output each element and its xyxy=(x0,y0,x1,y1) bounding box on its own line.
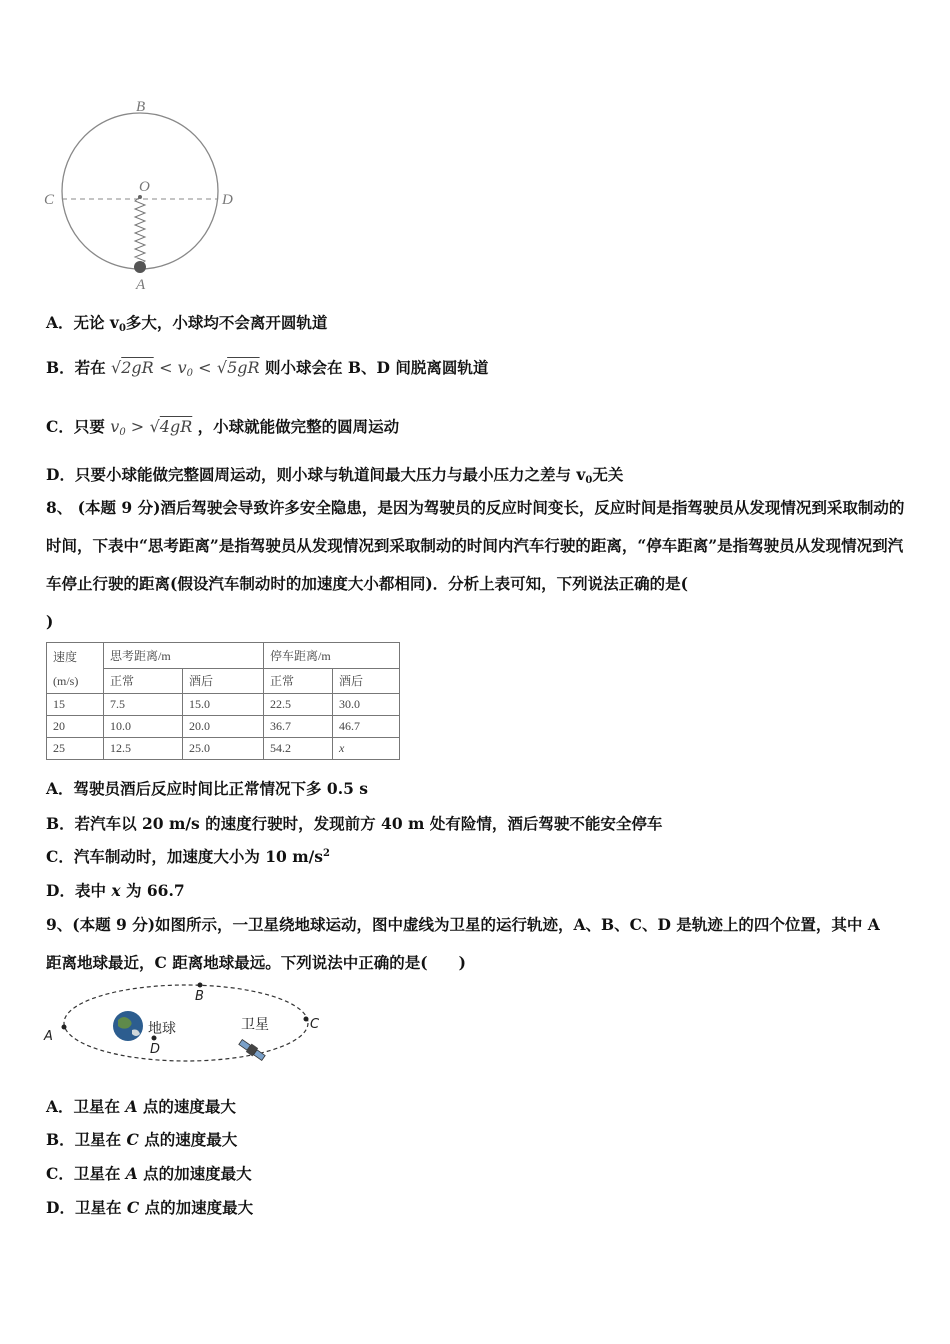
label-d: D xyxy=(222,192,233,208)
th-sub: 正常 xyxy=(264,668,333,694)
label-a: A xyxy=(136,277,146,293)
q8-option-c: C．汽车制动时，加速度大小为 10 $m/s^2$ xyxy=(46,847,330,866)
label-c: C xyxy=(44,192,55,208)
th-unit: (m/s) xyxy=(53,674,79,688)
point-a xyxy=(62,1025,67,1030)
q8-option-d: D．表中 x 为 66.7 xyxy=(46,881,185,900)
q8-stem: 8、 (本题 9 分)酒后驾驶会导致许多安全隐患，是因为驾驶员的反应时间变长，反应时间是指驾驶员从发现情况到采取制动的时间，下表中“思考距离”是指驾驶员从发现情况到采取制动的时间内汽车行驶的距离，“停车距离”是指驾驶员从发现情况到汽车停止行驶的距离(假设汽车制动时的加速度大小都相同)．分析上表可知，下列说法正确的是( ) xyxy=(46,498,905,631)
spring xyxy=(135,197,145,265)
th-speed: 速度 xyxy=(53,650,78,664)
circular-track-figure xyxy=(40,95,250,295)
q7-option-c: C．只要 $v_0 > √4gR$ ，小球就能做完整的圆周运动 xyxy=(46,417,400,438)
th-sub: 正常 xyxy=(104,668,183,694)
satellite-icon xyxy=(238,1038,267,1062)
earth-label: 地球 xyxy=(148,1021,176,1037)
label-o: O xyxy=(139,179,150,195)
earth-icon xyxy=(113,1011,143,1041)
table-row: 25 12.5 25.0 54.2 x xyxy=(47,738,400,760)
orbit-path xyxy=(64,985,308,1061)
q7-option-b: B．若在 $√2gR < v_0 < √5gR$ 则小球会在 B、D 间脱离圆轨道 xyxy=(46,358,489,379)
label-b: B xyxy=(136,99,146,115)
sqrt-5gr: √5gR xyxy=(216,358,260,377)
th-stop: 停车距离/m xyxy=(264,643,400,669)
th-think: 思考距离/m xyxy=(104,643,264,669)
q9-stem-line2: 距离地球最近，C 距离地球最远。下列说法中正确的是( ) xyxy=(46,953,466,972)
orbit-label-c: C xyxy=(310,1017,320,1032)
orbit-label-d: D xyxy=(150,1042,161,1057)
q7-option-a: A．无论 $v_0$多大，小球均不会离开圆轨道 xyxy=(46,313,328,334)
q9-stem-line1: 9、(本题 9 分)如图所示，一卫星绕地球运动，图中虚线为卫星的运行轨迹，A、B、C、D 是轨迹上的四个位置，其中 A xyxy=(46,915,880,934)
point-c xyxy=(304,1017,309,1022)
center-point xyxy=(138,195,142,199)
q9-option-d: D．卫星在 C 点的加速度最大 xyxy=(46,1198,254,1217)
q9-option-a: A．卫星在 A 点的速度最大 xyxy=(46,1097,236,1116)
orbit-label-b: B xyxy=(195,989,204,1004)
th-sub: 酒后 xyxy=(333,668,400,694)
q8-table xyxy=(46,642,400,760)
satellite-label: 卫星 xyxy=(241,1017,269,1033)
q9-option-b: B．卫星在 C 点的速度最大 xyxy=(46,1130,238,1149)
table-row: 15 7.5 15.0 22.5 30.0 xyxy=(47,694,400,716)
sqrt-2gr: √2gR xyxy=(111,358,154,377)
q8-option-b: B．若汽车以 20 m/s 的速度行驶时，发现前方 40 m 处有险情，酒后驾驶不能安全停车 xyxy=(46,814,663,833)
q7-option-d: D．只要小球能做完整圆周运动，则小球与轨道间最大压力与最小压力之差与 $v_0$无关 xyxy=(46,465,624,486)
q8-option-a: A．驾驶员酒后反应时间比正常情况下多 0.5 s xyxy=(46,779,369,798)
orbit-label-a: A xyxy=(44,1029,53,1044)
sqrt-4gr: √4gR xyxy=(149,417,193,436)
q9-option-c: C．卫星在 A 点的加速度最大 xyxy=(46,1164,252,1183)
table-row: 20 10.0 20.0 36.7 46.7 xyxy=(47,716,400,738)
ball xyxy=(134,261,146,273)
satellite-orbit-figure xyxy=(40,980,340,1070)
th-sub: 酒后 xyxy=(183,668,264,694)
point-b xyxy=(198,983,203,988)
